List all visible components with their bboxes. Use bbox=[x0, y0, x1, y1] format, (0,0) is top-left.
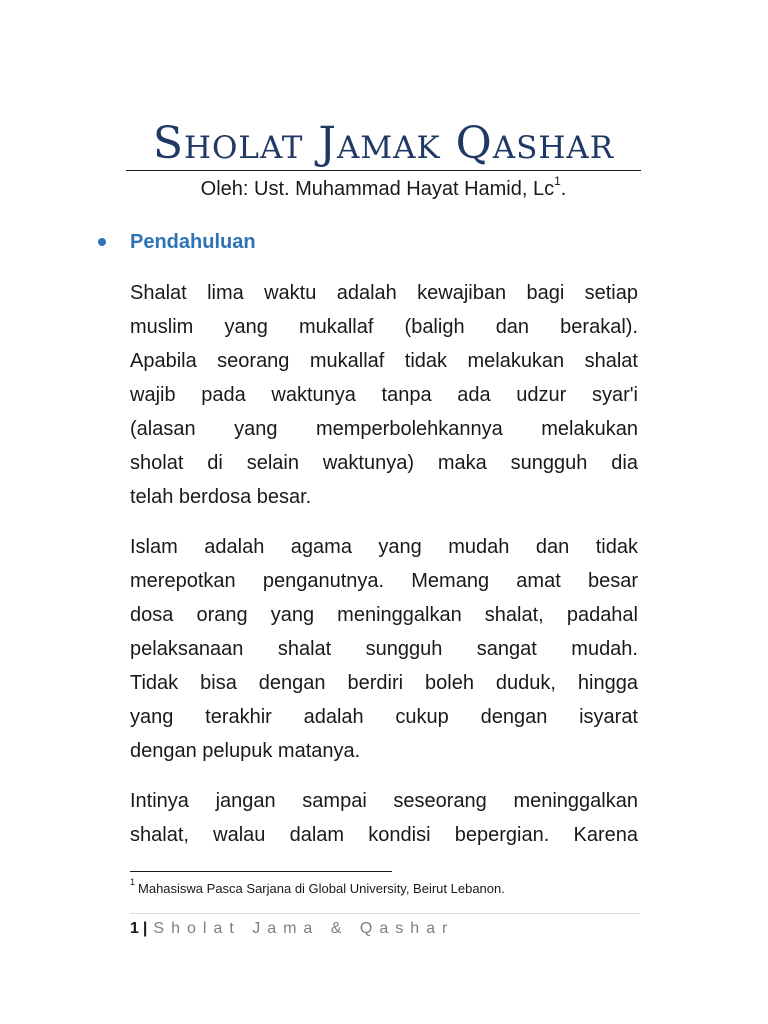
paragraph-line: Apabila seorang mukallaf tidak melakukan shalat bbox=[130, 350, 638, 372]
paragraph-1 bbox=[130, 276, 638, 514]
paragraph-line: sholat di selain waktunya) maka sungguh dia bbox=[130, 452, 638, 474]
paragraph-line: Islam adalah agama yang mudah dan tidak bbox=[130, 536, 638, 558]
paragraph-line: shalat, walau dalam kondisi bepergian. Karena bbox=[130, 824, 638, 846]
paragraph-line: yang terakhir adalah cukup dengan isyarat bbox=[130, 706, 638, 728]
paragraph-line: muslim yang mukallaf (baligh dan berakal). bbox=[130, 316, 638, 338]
paragraph-line: dosa orang yang meninggalkan shalat, padahal bbox=[130, 604, 638, 626]
footnote-text: Mahasiswa Pasca Sarjana di Global University, Beirut Lebanon. bbox=[138, 881, 505, 896]
paragraph-2 bbox=[130, 530, 638, 768]
paragraph-3 bbox=[130, 784, 638, 852]
paragraph-line: pelaksanaan shalat sungguh sangat mudah. bbox=[130, 638, 638, 660]
paragraph-line: (alasan yang memperbolehkannya melakukan bbox=[130, 418, 638, 440]
page-footer bbox=[130, 917, 454, 941]
title-underline bbox=[126, 170, 641, 171]
paragraph-line: telah berdosa besar. bbox=[130, 486, 312, 508]
section-heading bbox=[98, 227, 256, 257]
page-number: 1 bbox=[130, 920, 139, 937]
document-title: Sholat Jamak Qashar bbox=[152, 118, 615, 169]
paragraph-line: merepotkan penganutnya. Memang amat besar bbox=[130, 570, 638, 592]
footnote-separator bbox=[130, 871, 392, 872]
paragraph-line: wajib pada waktunya tanpa ada udzur syar'i bbox=[130, 384, 638, 406]
footnote bbox=[130, 878, 640, 900]
author-footnote-ref[interactable]: 1 bbox=[554, 174, 561, 189]
running-title: Sholat Jama & Qashar bbox=[153, 920, 455, 937]
paragraph-line: Tidak bisa dengan berdiri boleh duduk, hingga bbox=[130, 672, 638, 694]
footer-separator: | bbox=[142, 920, 148, 937]
footer-divider bbox=[130, 913, 640, 914]
footnote-marker: 1 bbox=[130, 876, 136, 887]
section-heading-text: Pendahuluan bbox=[130, 230, 256, 253]
bullet-icon bbox=[98, 238, 106, 246]
paragraph-line: Shalat lima waktu adalah kewajiban bagi setiap bbox=[130, 282, 638, 304]
paragraph-line: dengan pelupuk matanya. bbox=[130, 740, 361, 762]
author-suffix: . bbox=[560, 178, 567, 200]
paragraph-line: Intinya jangan sampai seseorang meninggalkan bbox=[130, 790, 638, 812]
author-line bbox=[126, 174, 641, 204]
author-text: Oleh: Ust. Muhammad Hayat Hamid, Lc bbox=[200, 178, 555, 200]
